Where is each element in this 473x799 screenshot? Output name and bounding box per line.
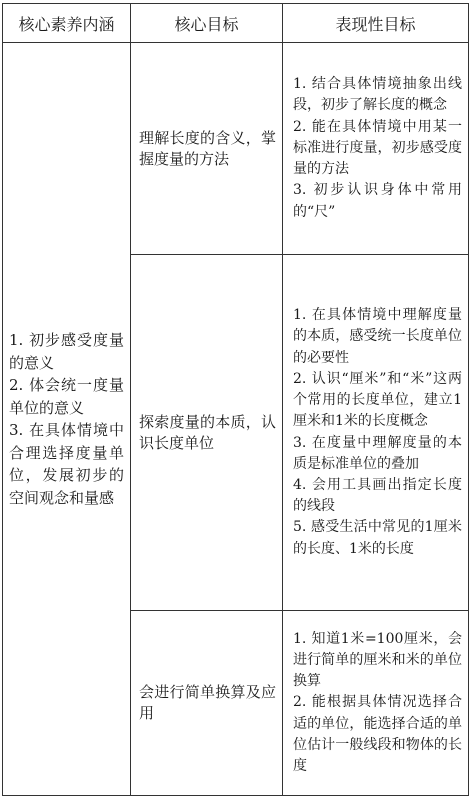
performance-goal-cell [283, 255, 469, 611]
performance-goal-item: 2. 能在具体情境中用某一标准进行度量，初步感受度量的方法 [293, 118, 462, 178]
core-literacy-item: 2. 体会统一度量单位的意义 [9, 376, 124, 417]
performance-goal-item: 2. 认识“厘米”和“米”这两个常用的长度单位，建立1厘米和1米的长度概念 [293, 370, 462, 430]
goals-table [2, 3, 469, 796]
header-row [3, 4, 469, 43]
performance-goal-item: 3. 在度量中理解度量的本质是标准单位的叠加 [293, 434, 462, 472]
performance-goal-item: 2. 能根据具体情况选择合适的单位，能选择合适的单位估计一般线段和物体的长度 [293, 694, 462, 774]
performance-goal-cell [283, 43, 469, 255]
core-literacy-item: 3. 在具体情境中合理选择度量单位，发展初步的空间观念和量感 [9, 421, 124, 507]
performance-goal-item: 1. 在具体情境中理解度量的本质，感受统一长度单位的必要性 [293, 307, 462, 366]
table-row [3, 43, 469, 255]
performance-goal-item: 3. 初步认识身体中常用的“尺” [293, 182, 462, 220]
performance-goal-item: 1. 知道1米=100厘米，会进行简单的厘米和米的单位换算 [293, 630, 462, 690]
core-literacy-cell [3, 43, 131, 796]
performance-goal-item: 5. 感受生活中常见的1厘米的长度、1米的长度 [293, 519, 462, 557]
core-goal-text: 会进行简单换算及应用 [139, 683, 276, 722]
header-performance-goal: 表现性目标 [283, 4, 469, 43]
core-goal-text: 探索度量的本质，认识长度单位 [139, 412, 276, 452]
header-core-goal: 核心目标 [131, 4, 283, 43]
core-goal-cell [131, 43, 283, 255]
core-literacy-item: 1. 初步感受度量的意义 [9, 331, 124, 372]
core-goal-cell [131, 611, 283, 796]
core-goal-cell [131, 255, 283, 611]
core-goal-text: 理解长度的含义，掌握度量的方法 [139, 128, 276, 168]
performance-goal-item: 4. 会用工具画出指定长度的线段 [293, 476, 462, 515]
performance-goal-cell [283, 611, 469, 796]
header-core-literacy: 核心素养内涵 [3, 4, 131, 43]
performance-goal-item: 1. 结合具体情境抽象出线段，初步了解长度的概念 [293, 76, 462, 114]
